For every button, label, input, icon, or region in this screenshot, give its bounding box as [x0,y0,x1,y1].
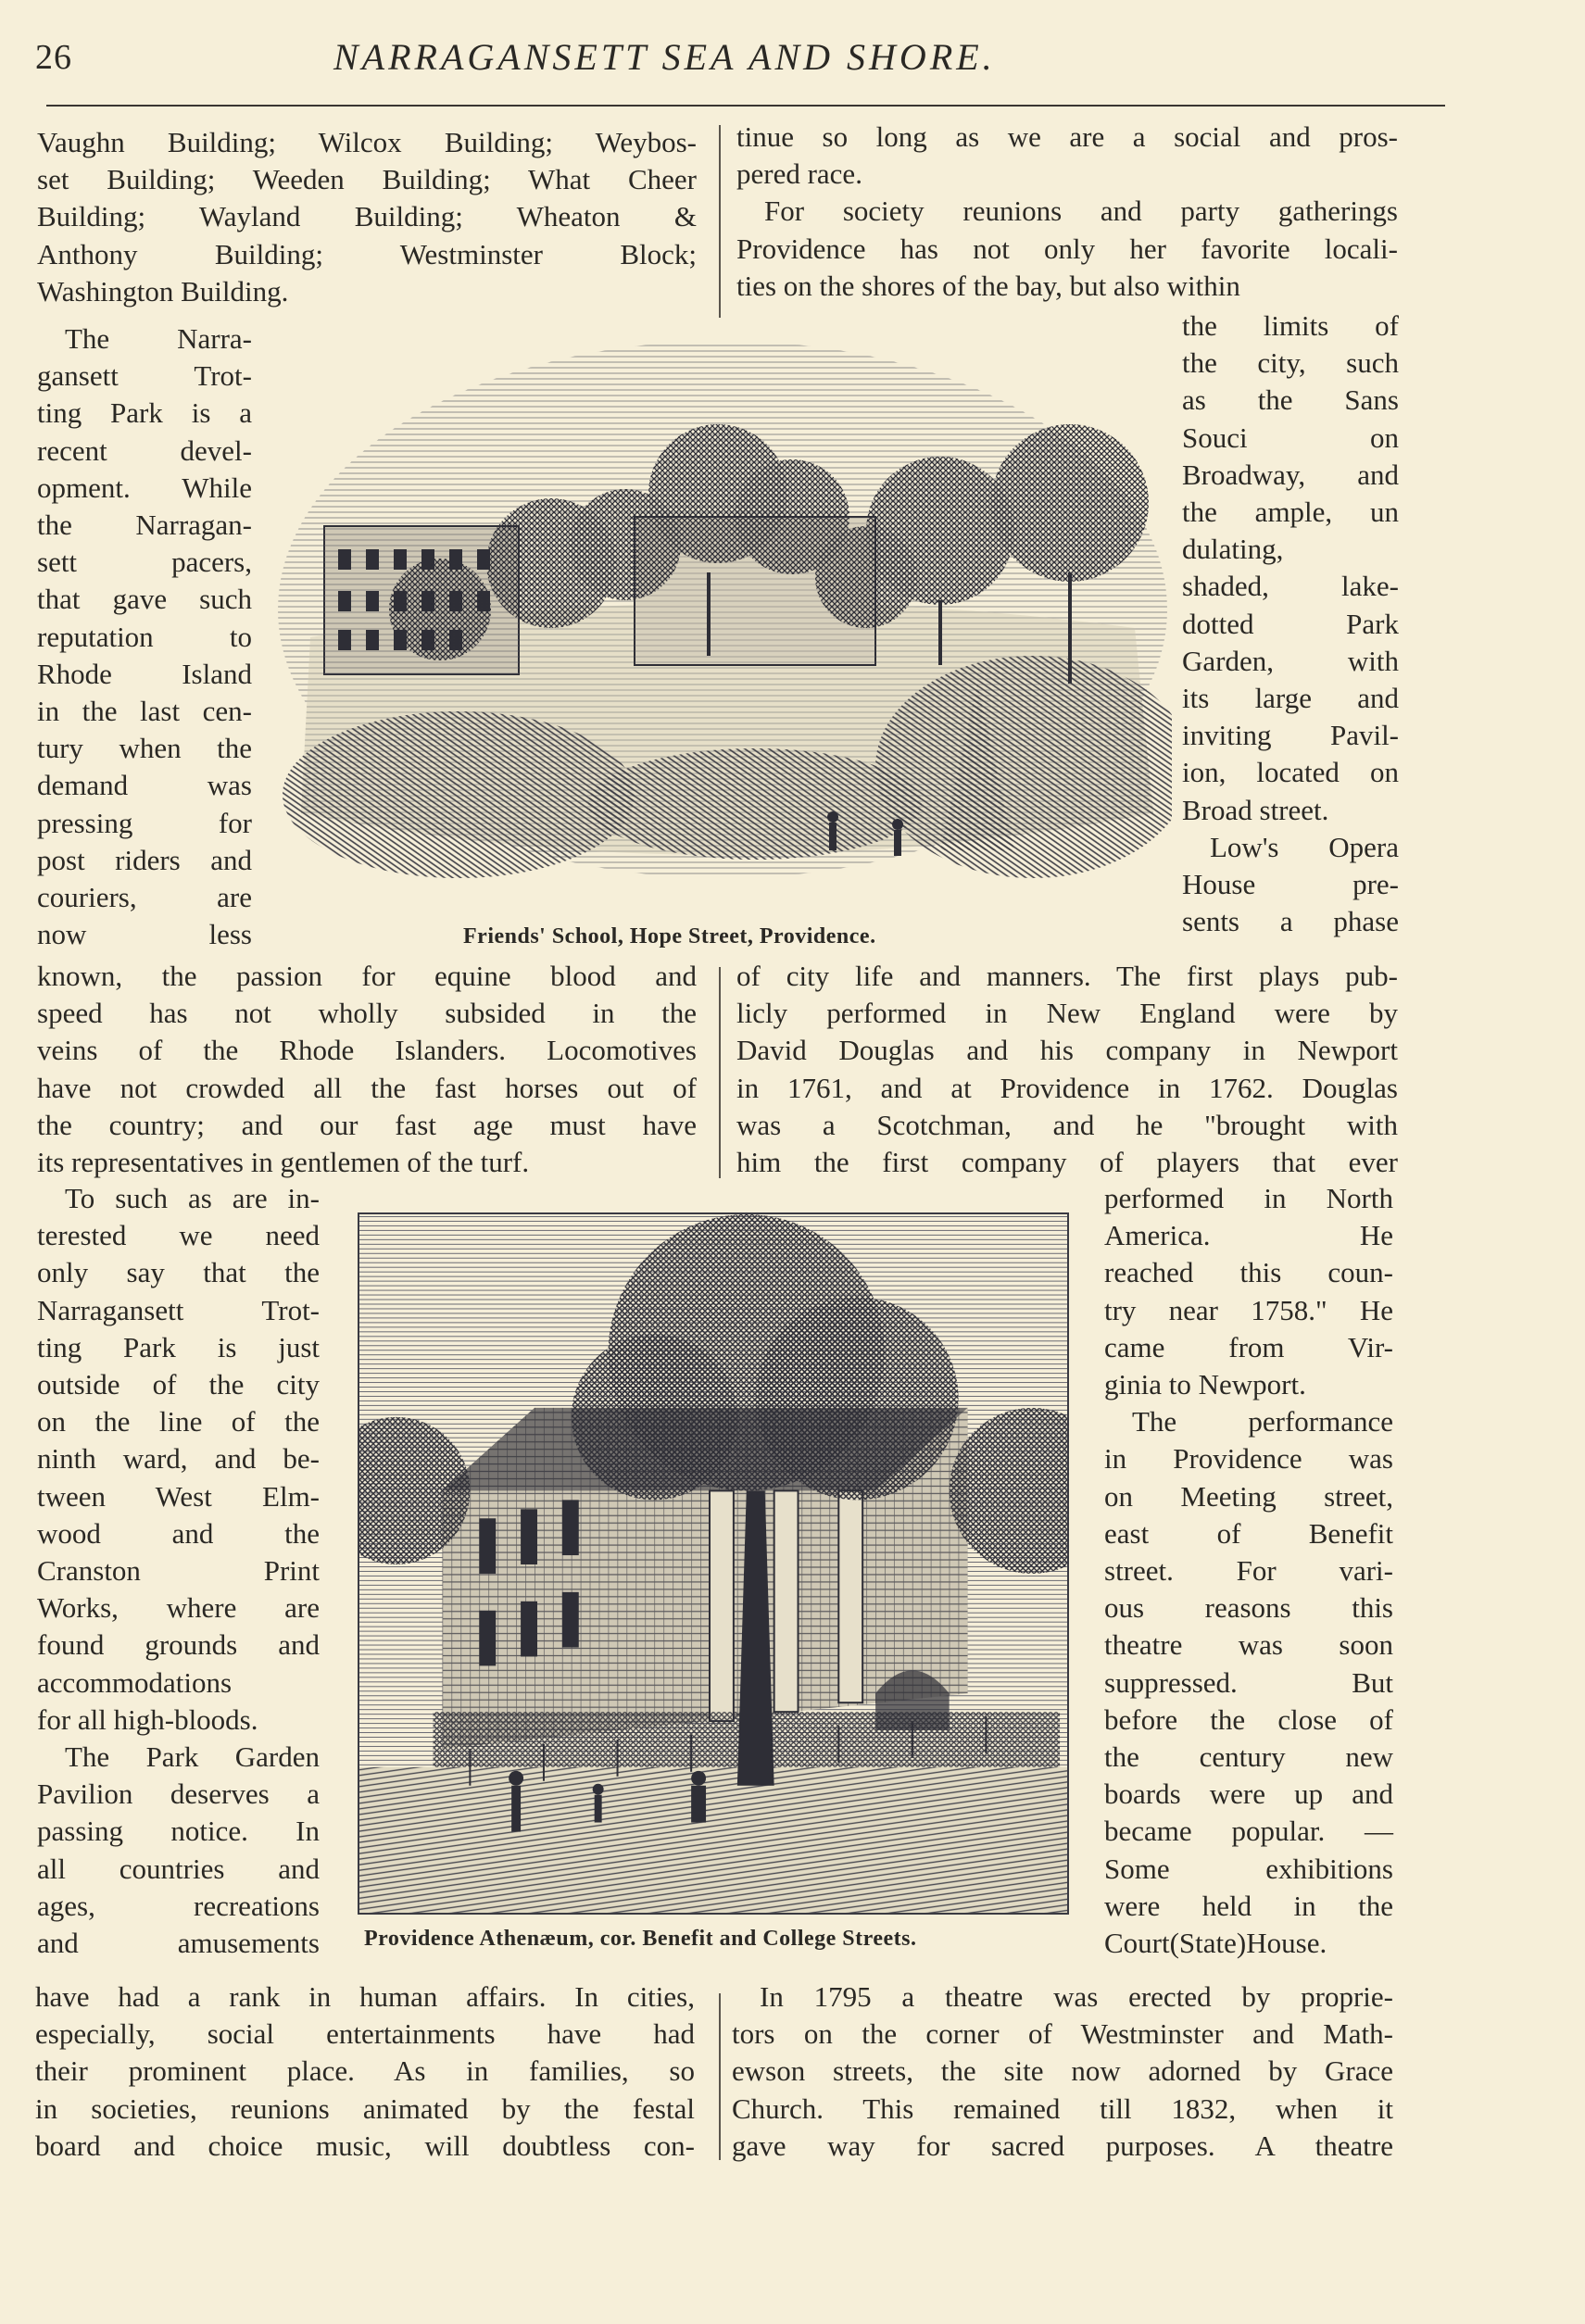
text-line: Garden, with [1182,644,1399,677]
text-line: in the last cen- [37,695,252,728]
text-line: now less [37,918,252,951]
text-line: ting Park is just [37,1330,320,1363]
text-line: for all high-bloods. [37,1702,258,1736]
text-line: recent devel- [37,433,252,467]
text-line: known, the passion for equine blood and [37,960,697,992]
text-line: the ample, un [1182,496,1399,529]
friends-school-caption: Friends' School, Hope Street, Providence. [463,924,876,948]
text-line: tween West Elm- [37,1479,320,1513]
column-rule-mid [719,967,721,1178]
text-line: east of Benefit [1104,1516,1393,1550]
text-line: Court(State)House. [1104,1927,1327,1960]
text-line: tury when the [37,732,252,765]
text-line: the century new [1104,1740,1393,1774]
text-line: Providence has not only her favorite locali- [736,232,1398,265]
text-line: reputation to [37,620,252,653]
text-line: outside of the city [37,1368,320,1401]
left-bottom-paragraph [35,1979,695,2165]
text-line: ginia to Newport. [1104,1368,1306,1401]
text-line: became popular. — [1104,1815,1393,1848]
text-line: Church. This remained till 1832, when it [732,2092,1393,2125]
text-line: of city life and manners. The first plays pub- [736,960,1398,992]
text-line: all countries and [37,1852,320,1885]
text-line: veins of the Rhode Islanders. Locomotives [37,1034,697,1067]
text-line: ages, recreations [37,1889,320,1922]
text-line: opment. While [37,471,252,504]
text-line: Rhode Island [37,657,252,690]
text-line: The Narra- [65,322,252,355]
text-line: Souci on [1182,421,1399,454]
text-line: the country; and our fast age must have [37,1108,697,1141]
text-line: ion, located on [1182,756,1399,789]
text-line: David Douglas and his company in Newport [736,1034,1398,1067]
text-line: To such as are in- [65,1182,320,1214]
text-line: board and choice music, will doubtless con- [35,2129,695,2162]
text-line: pered race. [736,157,862,191]
text-line: Broad street. [1182,793,1329,826]
text-line: tors on the corner of Westminster and Math- [732,2017,1393,2051]
text-line: theatre was soon [1104,1628,1393,1662]
text-line: ous reasons this [1104,1591,1393,1625]
left-top-paragraph [37,124,697,310]
text-line: have had a rank in human affairs. In cities, [35,1980,695,2013]
text-line: came from Vir- [1104,1330,1393,1363]
text-line: The performance [1132,1405,1393,1438]
text-line: accommodations [37,1665,233,1699]
left-narrow-text-1 [37,320,252,953]
column-rule-top [719,125,721,318]
page-number: 26 [35,38,72,77]
text-line: inviting Pavil- [1182,719,1399,752]
athenaeum-engraving [358,1212,1069,1915]
text-line: ties on the shores of the bay, but also within [736,269,1240,302]
text-line: were held in the [1104,1889,1393,1922]
text-line: sett pacers, [37,546,252,579]
text-line: the limits of [1182,309,1399,342]
text-line: terested we need [37,1219,320,1252]
text-line: in 1761, and at Providence in 1762. Douglas [736,1071,1398,1104]
right-narrow-text-2 [1104,1180,1393,1962]
column-rule-bottom [719,1993,721,2160]
text-line: For society reunions and party gatherings [764,195,1398,228]
text-line: Broadway, and [1182,458,1399,491]
text-line: tinue so long as we are a social and pros- [736,120,1398,153]
text-line: sents a phase [1182,905,1399,938]
text-line: ninth ward, and be- [37,1442,320,1476]
text-line: Vaughn Building; Wilcox Building; Weybos- [37,126,697,158]
text-line: Pavilion deserves a [37,1778,320,1811]
text-line: Cranston Print [37,1554,320,1588]
text-line: set Building; Weeden Building; What Cheer [37,163,697,196]
text-line: demand was [37,769,252,802]
text-line: boards were up and [1104,1778,1393,1811]
right-bottom-paragraph [732,1979,1393,2165]
text-line: and amusements [37,1927,320,1960]
text-line: on Meeting street, [1104,1479,1393,1513]
text-line: passing notice. In [37,1815,320,1848]
text-line: in Providence was [1104,1442,1393,1476]
text-line: especially, social entertainments have had [35,2017,695,2051]
text-line: Works, where are [37,1591,320,1625]
text-line: try near 1758." He [1104,1293,1393,1326]
text-line: only say that the [37,1256,320,1289]
text-line: the Narragan- [37,509,252,542]
text-line: in societies, reunions animated by the festal [35,2092,695,2125]
text-line: was a Scotchman, and he "brought with [736,1108,1398,1141]
text-line: as the Sans [1182,383,1399,417]
text-line: In 1795 a theatre was erected by proprie- [760,1980,1393,2013]
text-line: Anthony Building; Westminster Block; [37,237,697,270]
text-line: its large and [1182,682,1399,715]
right-top-paragraph [736,119,1398,305]
text-line: shaded, lake- [1182,570,1399,603]
text-line: street. For vari- [1104,1554,1393,1588]
text-line: ting Park is a [37,396,252,430]
text-line: have not crowded all the fast horses out of [37,1071,697,1104]
text-line: Washington Building. [37,274,289,308]
text-line: The Park Garden [65,1740,320,1774]
text-line: dulating, [1182,533,1284,566]
text-line: before the close of [1104,1702,1393,1736]
athenaeum-caption: Providence Athenæum, cor. Benefit and College Streets. [364,1927,917,1951]
text-line: its representatives in gentlemen of the turf. [37,1146,530,1179]
text-line: the city, such [1182,346,1399,380]
running-title: NARRAGANSETT SEA AND SHORE. [333,36,996,78]
text-line: on the line of the [37,1405,320,1438]
text-line: their prominent place. As in families, so [35,2054,695,2088]
text-line: wood and the [37,1516,320,1550]
text-line: licly performed in New England were by [736,997,1398,1030]
text-line: speed has not wholly subsided in the [37,997,697,1030]
text-line: him the first company of players that ever [736,1146,1398,1179]
left-narrow-text-2 [37,1180,320,1962]
text-line: that gave such [37,583,252,616]
text-line: performed in North [1104,1182,1393,1214]
text-line: gave way for sacred purposes. A theatre [732,2129,1393,2162]
text-line: ewson streets, the site now adorned by Grace [732,2054,1393,2088]
text-line: reached this coun- [1104,1256,1393,1289]
text-line: pressing for [37,806,252,839]
header-rule [46,105,1445,107]
text-line: found grounds and [37,1628,320,1662]
right-narrow-text-1 [1182,308,1399,940]
friends-school-engraving [273,332,1172,906]
text-line: Low's Opera [1210,830,1399,863]
text-line: post riders and [37,843,252,876]
right-mid-paragraph [736,958,1398,1181]
text-line: couriers, are [37,881,252,914]
text-line: Some exhibitions [1104,1852,1393,1885]
text-line: suppressed. But [1104,1665,1393,1699]
text-line: House pre- [1182,868,1399,901]
text-line: gansett Trot- [37,359,252,393]
text-line: Building; Wayland Building; Wheaton & [37,200,697,233]
text-line: America. He [1104,1219,1393,1252]
left-mid-paragraph [37,958,697,1181]
text-line: dotted Park [1182,607,1399,640]
text-line: Narragansett Trot- [37,1293,320,1326]
